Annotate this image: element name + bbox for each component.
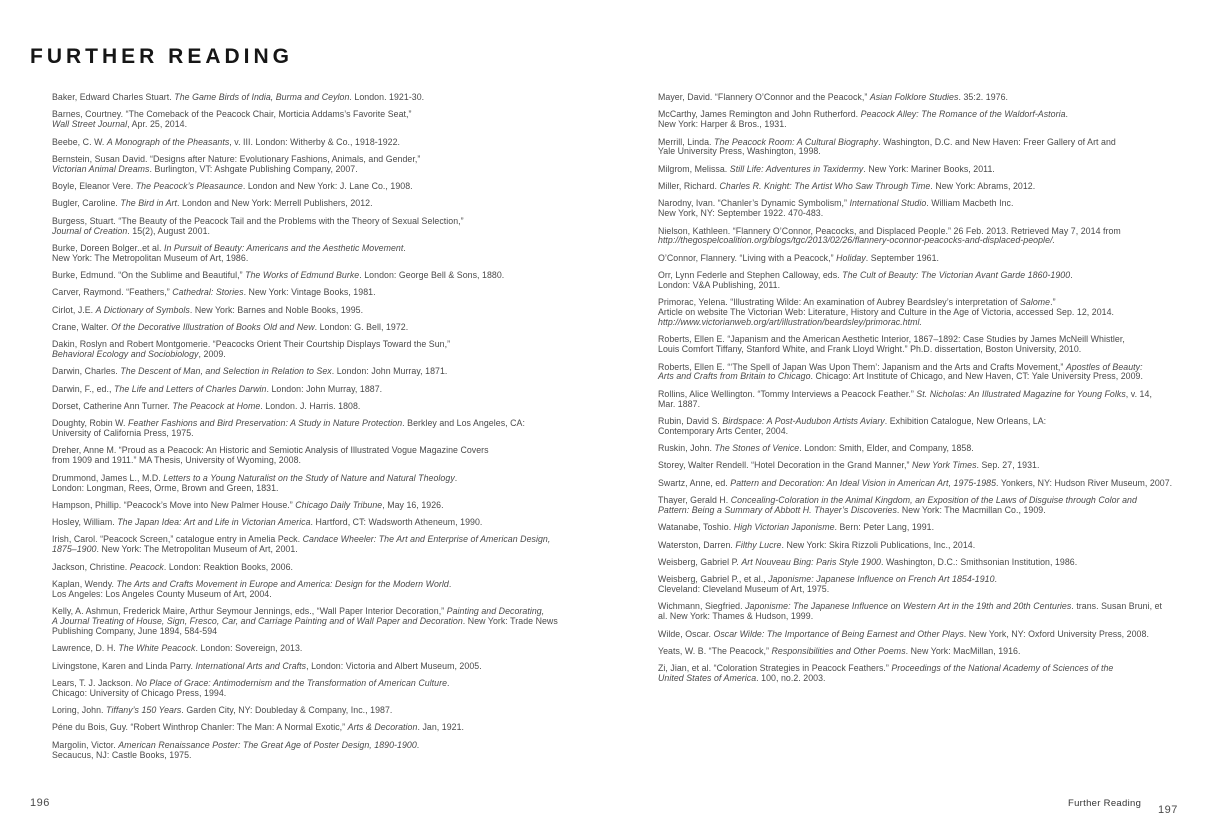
bibliography-entry: Waterston, Darren. Filthy Lucre. New York: Skira Rizzoli Publications, Inc., 2014. <box>658 539 976 550</box>
bibliography-entry: Barnes, Courtney. “The Comeback of the Peacock Chair, Morticia Addams’s Favorite Seat,” Wall Street Journal, Apr. 25, 2014. <box>52 109 412 130</box>
bibliography-entry: Burke, Doreen Bolger..et al. In Pursuit of Beauty: Americans and the Aesthetic Movement. New York: The Metropolitan Museum of Art, 1986. <box>52 242 406 263</box>
bibliography-entry: Doughty, Robin W. Feather Fashions and Bird Preservation: A Study in Nature Protection. Berkley and Los Angeles, CA: University of California Press, 1975. <box>52 418 525 439</box>
bibliography-entry: Weisberg, Gabriel P. Art Nouveau Bing: Paris Style 1900. Washington, D.C.: Smithsonian Institution, 1986. <box>658 556 1078 567</box>
bibliography-entry: Watanabe, Toshio. High Victorian Japonisme. Bern: Peter Lang, 1991. <box>658 522 935 533</box>
bibliography-entry: Bernstein, Susan David. “Designs after Nature: Evolutionary Fashions, Animals, and Gender,” Victorian Animal Dreams. Burlington, VT: Ashgate Publishing Company, 2007. <box>52 153 421 174</box>
bibliography-entry: Baker, Edward Charles Stuart. The Game Birds of India, Burma and Ceylon. London. 1921-30. <box>52 92 425 102</box>
bibliography-entry: Dorset, Catherine Ann Turner. The Peacock at Home. London. J. Harris. 1808. <box>52 400 361 411</box>
bibliography-entry: Mayer, David. “Flannery O’Connor and the Peacock,” Asian Folklore Studies. 35:2. 1976. <box>658 92 1009 102</box>
bibliography-entry: Crane, Walter. Of the Decorative Illustration of Books Old and New. London: G. Bell, 1972. <box>52 321 409 332</box>
bibliography-entry: Merrill, Linda. The Peacock Room: A Cultural Biography. Washington, D.C. and New Haven: Freer Gallery of Art and Yale University Press, Washington, 1998. <box>658 136 1116 157</box>
bibliography-entry: Cirlot, J.E. A Dictionary of Symbols. New York: Barnes and Noble Books, 1995. <box>52 304 364 315</box>
bibliography-entry: Kelly, A. Ashmun, Frederick Maire, Arthur Seymour Jennings, eds., “Wall Paper Interior Decoration,” Painting and Decorating, A Journal Treating of House, Sign, Fresco, Car, and Carriage Painting and of Wall Paper and Decoration. New York: Trade News Publishing Company, June 1894, 584-594 <box>52 606 558 636</box>
bibliography-entry: Zi, Jian, et al. “Coloration Strategies in Peacock Feathers.” Proceedings of the National Academy of Sciences of the United States of America. 100, no.2. 2003. <box>658 663 1114 684</box>
bibliography-entry: Orr, Lynn Federle and Stephen Calloway, eds. The Cult of Beauty: The Victorian Avant Garde 1860-1900. London: V&A Publishing, 2011. <box>658 270 1073 290</box>
bibliography-entry: Margolin, Victor. American Renaissance Poster: The Great Age of Poster Design, 1890-1900. Secaucus, NJ: Castle Books, 1975. <box>52 739 420 760</box>
page-number-left: 196 <box>30 797 50 809</box>
bibliography-entry: Burke, Edmund. “On the Sublime and Beautiful,” The Works of Edmund Burke. London: George Bell & Sons, 1880. <box>52 270 505 280</box>
running-footer: Further Reading <box>1068 798 1142 809</box>
bibliography-entry: Péne du Bois, Guy. “Robert Winthrop Chanler: The Man: A Normal Exotic,” Arts & Decoration. Jan, 1921. <box>52 722 465 733</box>
bibliography-entry: Primorac, Yelena. “Illustrating Wilde: An examination of Aubrey Beardsley’s interpretation of Salome.” Article on website The Victorian Web: Literature, History and Culture in the Age of Victoria, accessed Sep. 12, 2014. http://www.victorianweb.org/art/illustration/beardsley/primorac.html. <box>658 297 1115 328</box>
bibliography-entry: Bugler, Caroline. The Bird in Art. London and New York: Merrell Publishers, 2012. <box>52 198 373 209</box>
bibliography-entry: Rollins, Alice Wellington. “Tommy Interviews a Peacock Feather.” St. Nicholas: An Illustrated Magazine for Young Folks, v. 14, Mar. 1887. <box>658 388 1152 409</box>
bibliography-entry: Lawrence, D. H. The White Peacock. London: Sovereign, 2013. <box>52 643 303 654</box>
bibliography-entry: Dakin, Roslyn and Robert Montgomerie. “Peacocks Orient Their Courtship Displays Toward the Sun,” Behavioral Ecology and Sociobiology, 2009. <box>52 339 451 360</box>
bibliography-entry: O’Connor, Flannery. “Living with a Peacock,” Holiday. September 1961. <box>658 252 940 263</box>
bibliography-entry: Wichmann, Siegfried. Japonisme: The Japanese Influence on Western Art in the 19th and 20th Centuries. trans. Susan Bruni, et al. New York: Thames & Hudson, 1999. <box>658 601 1163 622</box>
bibliography-entry: Swartz, Anne, ed. Pattern and Decoration: An Ideal Vision in American Art, 1975-1985. Yonkers, NY: Hudson River Museum, 2007. <box>658 477 1173 488</box>
bibliography-column-left <box>52 93 612 768</box>
bibliography-column-right <box>658 93 1198 691</box>
bibliography-entry: Irish, Carol. “Peacock Screen,” catalogue entry in Amelia Peck. Candace Wheeler: The Art and Enterprise of American Design, 1875–1900. New York: The Metropolitan Museum of Art, 2001. <box>52 534 551 555</box>
page-number-right: 197 <box>1158 804 1178 816</box>
bibliography-entry: Roberts, Ellen E. “‘The Spell of Japan Was Upon Them’: Japanism and the Arts and Crafts Movement,” Apostles of Beauty: Arts and Crafts from Britain to Chicago. Chicago: Art Institute of Chicago, and New Haven, CT: Yale University Press, 2009. <box>658 361 1143 382</box>
bibliography-entry: Ruskin, John. The Stones of Venice. London: Smith, Elder, and Company, 1858. <box>658 443 974 454</box>
bibliography-entry: Narodny, Ivan. “Chanler’s Dynamic Symbolism,” International Studio. William Macbeth Inc. New York, NY: September 1922. 470-483. <box>658 198 1014 219</box>
bibliography-entry: Beebe, C. W. A Monograph of the Pheasants, v. III. London: Witherby & Co., 1918-1922. <box>52 136 401 147</box>
bibliography-entry: Nielson, Kathleen. “Flannery O’Connor, Peacocks, and Displaced People.” 26 Feb. 2013. Retrieved May 7, 2014 from http://thegospelcoalition.org/blogs/tgc/2013/02/26/flannery-oconnor-peacocks-and-displaced-people/. <box>658 225 1121 246</box>
bibliography-entry: Thayer, Gerald H. Concealing-Coloration in the Animal Kingdom, an Exposition of the Laws of Disguise through Color and Pattern: Being a Summary of Abbott H. Thayer’s Discoveries. New York: The Macmillan Co., 1909. <box>658 495 1137 515</box>
bibliography-entry: Dreher, Anne M. “Proud as a Peacock: An Historic and Semiotic Analysis of Illustrated Vogue Magazine Covers from 1909 and 1911.” MA Thesis, University of Wyoming, 2008. <box>52 445 489 466</box>
bibliography-entry: Hosley, William. The Japan Idea: Art and Life in Victorian America. Hartford, CT: Wadsworth Atheneum, 1990. <box>52 517 483 528</box>
bibliography-entry: Wilde, Oscar. Oscar Wilde: The Importance of Being Earnest and Other Plays. New York, NY: Oxford University Press, 2008. <box>658 628 1149 639</box>
bibliography-entry: Darwin, Charles. The Descent of Man, and Selection in Relation to Sex. London: John Murray, 1871. <box>52 366 448 377</box>
bibliography-entry: Livingstone, Karen and Linda Parry. International Arts and Crafts, London: Victoria and Albert Museum, 2005. <box>52 660 482 671</box>
bibliography-entry: Yeats, W. B. “The Peacock,” Responsibilities and Other Poems. New York: MacMillan, 1916. <box>658 645 1021 656</box>
bibliography-entry: Storey, Walter Rendell. “Hotel Decoration in the Grand Manner,” New York Times. Sep. 27, 1931. <box>658 460 1040 471</box>
bibliography-entry: Drummond, James L., M.D. Letters to a Young Naturalist on the Study of Nature and Natural Theology. London: Longman, Rees, Orme, Brown and Green, 1831. <box>52 472 458 493</box>
bibliography-entry: Darwin, F., ed., The Life and Letters of Charles Darwin. London: John Murray, 1887. <box>52 383 383 394</box>
page-title: FURTHER READING <box>30 45 293 69</box>
bibliography-entry: Loring, John. Tiffany’s 150 Years. Garden City, NY: Doubleday & Company, Inc., 1987. <box>52 705 393 716</box>
bibliography-entry: Kaplan, Wendy. The Arts and Crafts Movement in Europe and America: Design for the Modern World. Los Angeles: Los Angeles County Museum of Art, 2004. <box>52 578 452 599</box>
bibliography-entry: Carver, Raymond. “Feathers,” Cathedral: Stories. New York: Vintage Books, 1981. <box>52 287 376 298</box>
bibliography-entry: Weisberg, Gabriel P., et al., Japonisme: Japanese Influence on French Art 1854-1910. Cleveland: Cleveland Museum of Art, 1975. <box>658 574 998 595</box>
bibliography-entry: Miller, Richard. Charles R. Knight: The Artist Who Saw Through Time. New York: Abrams, 2012. <box>658 181 1036 191</box>
bibliography-entry: Rubin, David S. Birdspace: A Post-Audubon Artists Aviary. Exhibition Catalogue, New Orleans, LA: Contemporary Arts Center, 2004. <box>658 415 1047 436</box>
bibliography-entry: Jackson, Christine. Peacock. London: Reaktion Books, 2006. <box>52 561 294 572</box>
bibliography-entry: McCarthy, James Remington and John Rutherford. Peacock Alley: The Romance of the Waldorf-Astoria. New York: Harper & Bros., 1931. <box>658 109 1069 130</box>
bibliography-entry: Burgess, Stuart. “The Beauty of the Peacock Tail and the Problems with the Theory of Sexual Selection,” Journal of Creation. 15(2), August 2001. <box>52 215 464 236</box>
bibliography-entry: Hampson, Phillip. “Peacock’s Move into New Palmer House.” Chicago Daily Tribune, May 16, 1926. <box>52 499 444 510</box>
bibliography-entry: Roberts, Ellen E. “Japanism and the American Aesthetic Interior, 1867–1892: Case Studies by James McNeill Whistler, Louis Comfort Tiffany, Stanford White, and Frank Lloyd Wright.” Ph.D. dissertation, Boston University, 2010. <box>658 334 1125 355</box>
bibliography-entry: Milgrom, Melissa. Still Life: Adventures in Taxidermy. New York: Mariner Books, 2011. <box>658 163 995 174</box>
bibliography-entry: Boyle, Eleanor Vere. The Peacock’s Pleasaunce. London and New York: J. Lane Co., 1908. <box>52 181 413 191</box>
bibliography-entry: Lears, T. J. Jackson. No Place of Grace: Antimodernism and the Transformation of American Culture. Chicago: University of Chicago Press, 1994. <box>52 677 450 698</box>
